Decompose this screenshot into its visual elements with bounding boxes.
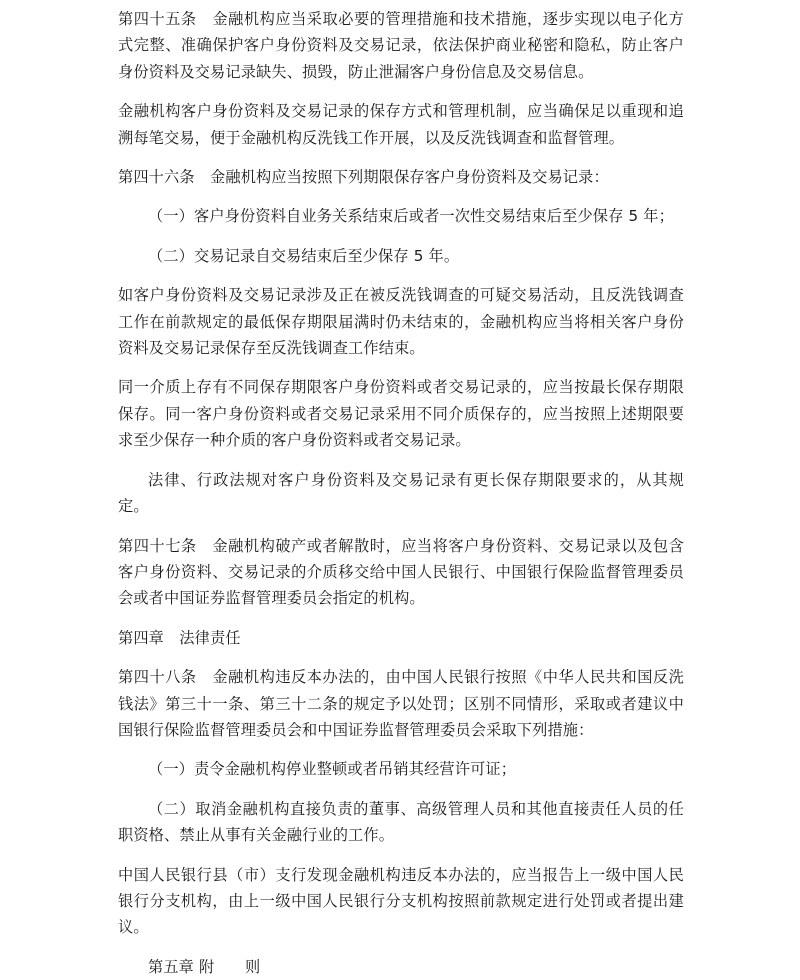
article-46-paragraph-5: 法律、行政法规对客户身份资料及交易记录有更长保存期限要求的，从其规定。 (118, 470, 684, 516)
document-body (118, 6, 684, 980)
article-46: 第四十六条 金融机构应当按照下列期限保存客户身份资料及交易记录： (118, 168, 609, 187)
chapter-5-heading: 第五章 附 则 (148, 957, 261, 976)
article-47: 第四十七条 金融机构破产或者解散时，应当将客户身份资料、交易记录以及包含客户身份资料、交易记录的介质移交给中国人民银行、中国银行保险监督管理委员会或者中国证券监督管理委员会指定的机构。 (118, 536, 684, 608)
article-45-paragraph-2: 金融机构客户身份资料及交易记录的保存方式和管理机制，应当确保足以重现和追溯每笔交易，便于金融机构反洗钱工作开展，以及反洗钱调查和监督管理。 (118, 102, 684, 147)
chapter-4-heading: 第四章 法律责任 (118, 628, 241, 647)
article-48-item-1: （一）责令金融机构停业整顿或者吊销其经营许可证； (148, 760, 517, 779)
article-48-item-2: （二）取消金融机构直接负责的董事、高级管理人员和其他直接责任人员的任职资格、禁止从事有关金融行业的工作。 (118, 799, 684, 845)
article-46-paragraph-3: 如客户身份资料及交易记录涉及正在被反洗钱调查的可疑交易活动，且反洗钱调查工作在前款规定的最低保存期限届满时仍未结束的，金融机构应当将相关客户身份资料及交易记录保存至反洗钱调查工作结束。 (118, 286, 684, 358)
article-48: 第四十八条 金融机构违反本办法的，由中国人民银行按照《中华人民共和国反洗钱法》第三十一条、第三十二条的规定予以处罚；区别不同情形，采取或者建议中国银行保险监督管理委员会和中国证券监督管理委员会采取下列措施： (118, 668, 684, 739)
article-46-paragraph-4: 同一介质上存有不同保存期限客户身份资料或者交易记录的，应当按最长保存期限保存。同一客户身份资料或者交易记录采用不同介质保存的，应当按照上述期限要求至少保存一种介质的客户身份资料或者交易记录。 (118, 378, 684, 450)
article-45: 第四十五条 金融机构应当采取必要的管理措施和技术措施，逐步实现以电子化方式完整、准确保护客户身份资料及交易记录，依法保护商业秘密和隐私，防止客户身份资料及交易记录缺失、损毁，防止泄漏客户身份信息及交易信息。 (118, 10, 684, 81)
article-46-item-1: （一）客户身份资料自业务关系结束后或者一次性交易结束后至少保存 5 年； (148, 207, 674, 226)
article-48-paragraph-3: 中国人民银行县（市）支行发现金融机构违反本办法的，应当报告上一级中国人民银行分支机构，由上一级中国人民银行分支机构按照前款规定进行处罚或者提出建议。 (118, 865, 684, 937)
article-46-item-2: （二）交易记录自交易结束后至少保存 5 年。 (148, 246, 460, 265)
